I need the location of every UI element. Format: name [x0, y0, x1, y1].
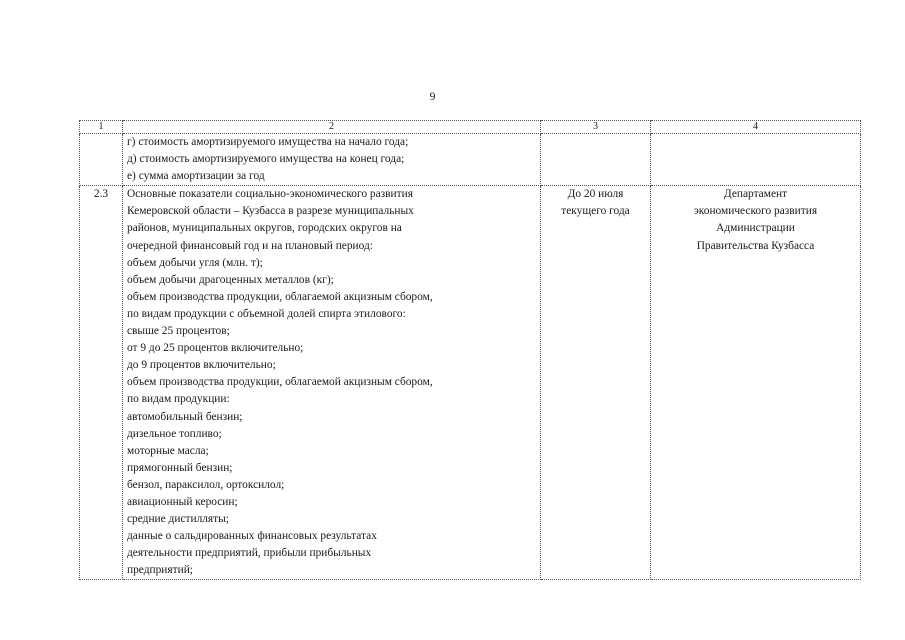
description-line: данные о сальдированных финансовых результатах	[127, 530, 377, 543]
description-line: объем производства продукции, облагаемой акцизным сбором,	[127, 290, 433, 303]
description-line: е) сумма амортизации за год	[127, 170, 265, 183]
description-line: средние дистилляты;	[127, 513, 229, 526]
description-line: автомобильный бензин;	[127, 410, 243, 423]
responsible-line: Правительства Кузбасса	[696, 239, 815, 252]
deadline-line: текущего года	[561, 205, 630, 218]
column-header-3: 3	[541, 121, 651, 134]
description-line: дизельное топливо;	[127, 427, 222, 440]
table-row-continuation	[80, 134, 861, 186]
row-description-cell	[123, 186, 541, 580]
description-line: очередной финансовый год и на плановый период:	[127, 239, 373, 252]
description-line: деятельности предприятий, прибыли прибыльных	[127, 547, 372, 560]
description-line: Основные показатели социально-экономического развития	[127, 188, 413, 201]
description-line: объем добычи драгоценных металлов (кг);	[127, 273, 334, 286]
row-responsible-cell	[651, 186, 861, 580]
description-line: районов, муниципальных округов, городских округов на	[127, 222, 402, 235]
description-line: г) стоимость амортизируемого имущества на начало года;	[127, 136, 409, 148]
responsible-line: экономического развития	[693, 205, 818, 218]
column-header-1: 1	[80, 121, 123, 134]
description-line: объем производства продукции, облагаемой акцизным сбором,	[127, 376, 433, 389]
responsible-line: Администрации	[716, 222, 795, 235]
description-line: авиационный керосин;	[127, 495, 238, 508]
row-number: 2.3	[80, 186, 123, 580]
deadline-line: До 20 июля	[567, 188, 624, 201]
description-line: по видам продукции:	[127, 393, 230, 406]
table-row-2-3	[80, 186, 861, 580]
page-number: 9	[429, 91, 436, 103]
description-line: от 9 до 25 процентов включительно;	[127, 342, 304, 355]
description-line: объем добычи угля (млн. т);	[127, 256, 263, 269]
description-line: Кемеровской области – Кузбасса в разрезе муниципальных	[127, 205, 414, 218]
continuation-responsible-cell	[651, 134, 861, 186]
description-line: д) стоимость амортизируемого имущества на конец года;	[127, 153, 405, 166]
description-line: бензол, параксилол, ортоксилол;	[127, 478, 285, 491]
description-line: предприятий;	[127, 564, 193, 577]
continuation-description-cell	[123, 134, 541, 186]
document-table	[79, 120, 861, 580]
continuation-number-cell	[80, 134, 123, 186]
description-line: прямогонный бензин;	[127, 461, 233, 474]
description-line: свыше 25 процентов;	[127, 325, 230, 338]
column-header-2: 2	[123, 121, 541, 134]
responsible-line: Департамент	[723, 188, 788, 201]
continuation-deadline-cell	[541, 134, 651, 186]
description-line: до 9 процентов включительно;	[127, 359, 276, 372]
table-header-row	[80, 121, 861, 134]
row-deadline-cell	[541, 186, 651, 580]
description-line: моторные масла;	[127, 444, 209, 457]
description-line: по видам продукции с объемной долей спирта этилового:	[127, 307, 406, 320]
column-header-4: 4	[651, 121, 861, 134]
